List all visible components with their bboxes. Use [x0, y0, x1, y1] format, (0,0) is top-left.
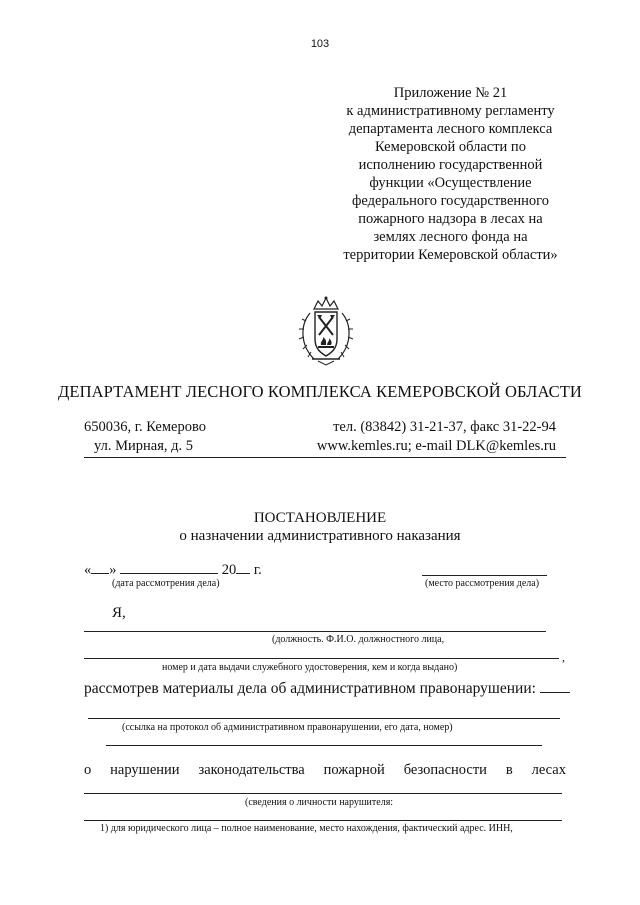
appendix-line: функции «Осуществление: [369, 175, 532, 191]
phone-fax: тел. (83842) 31-21-37, факс 31-22-94: [333, 419, 556, 435]
month-field[interactable]: [120, 561, 218, 574]
appendix-line: территории Кемеровской области»: [343, 247, 558, 263]
web-email: www.kemles.ru; e-mail DLK@kemles.ru: [316, 438, 556, 454]
violation-word: нарушении: [110, 762, 180, 778]
appendix-line: Приложение № 21: [393, 85, 508, 101]
date-caption: (дата рассмотрения дела): [112, 578, 220, 589]
appendix-line: пожарного надзора в лесах на: [358, 211, 543, 227]
footnote-text: 1) для юридического лица – полное наименование, место нахождения, фактический адрес. ИНН,: [100, 823, 513, 834]
violation-word: лесах: [531, 762, 566, 778]
certificate-caption: номер и дата выдачи служебного удостоверения, кем и когда выдано): [162, 662, 458, 673]
violator-field[interactable]: [84, 793, 562, 794]
position-caption: (должность. Ф.И.О. должностного лица,: [272, 634, 445, 645]
year-field[interactable]: [236, 561, 250, 574]
year-suffix: г.: [253, 562, 262, 578]
appendix-line: Кемеровской области по: [375, 139, 526, 155]
footnote-divider: [84, 820, 562, 821]
appendix-line: землях лесного фонда на: [373, 229, 528, 245]
day-field[interactable]: [91, 561, 109, 574]
violation-line: [84, 762, 566, 779]
page-number: 103: [310, 38, 330, 50]
kemerovo-coat-of-arms-icon: [296, 295, 356, 367]
violation-word: безопасности: [403, 762, 487, 778]
violator-caption: (сведения о личности нарушителя:: [245, 797, 394, 808]
header-divider: [84, 457, 566, 458]
place-field[interactable]: [422, 575, 547, 576]
trailing-comma: ,: [562, 650, 565, 664]
date-line: [84, 561, 262, 579]
appendix-line: департамента лесного комплекса: [348, 121, 553, 137]
position-field[interactable]: [84, 631, 546, 632]
document-subtitle: о назначении административного наказания: [179, 528, 461, 544]
certificate-field[interactable]: [84, 658, 559, 659]
date-close-quote: »: [109, 562, 117, 578]
document-title: ПОСТАНОВЛЕНИЕ: [253, 510, 387, 526]
address-city: 650036, г. Кемерово: [84, 419, 206, 435]
appendix-line: федерального государственного: [351, 193, 549, 209]
appendix-line: к административному регламенту: [346, 103, 555, 119]
year-prefix: 20: [221, 562, 237, 578]
reviewed-text: рассмотрев материалы дела об административном правонарушении:: [84, 680, 536, 697]
department-name: ДЕПАРТАМЕНТ ЛЕСНОГО КОМПЛЕКСА КЕМЕРОВСКОЙ ОБЛАСТИ: [58, 382, 582, 401]
case-field[interactable]: [540, 682, 570, 693]
appendix-line: исполнению государственной: [358, 157, 543, 173]
protocol-caption: (ссылка на протокол об административном правонарушении, его дата, номер): [122, 722, 453, 733]
appendix-note: [318, 84, 583, 264]
place-caption: (место рассмотрения дела): [425, 578, 540, 589]
violation-word: в: [505, 762, 513, 778]
violation-word: о: [84, 762, 92, 778]
i-label: Я,: [112, 605, 126, 621]
protocol-field-2[interactable]: [106, 745, 542, 746]
violation-word: законодательства: [198, 762, 305, 778]
address-street: ул. Мирная, д. 5: [94, 438, 193, 454]
protocol-field[interactable]: [88, 718, 560, 719]
date-open-quote: «: [84, 562, 92, 578]
violation-word: пожарной: [323, 762, 385, 778]
reviewed-text-line: [84, 680, 570, 698]
